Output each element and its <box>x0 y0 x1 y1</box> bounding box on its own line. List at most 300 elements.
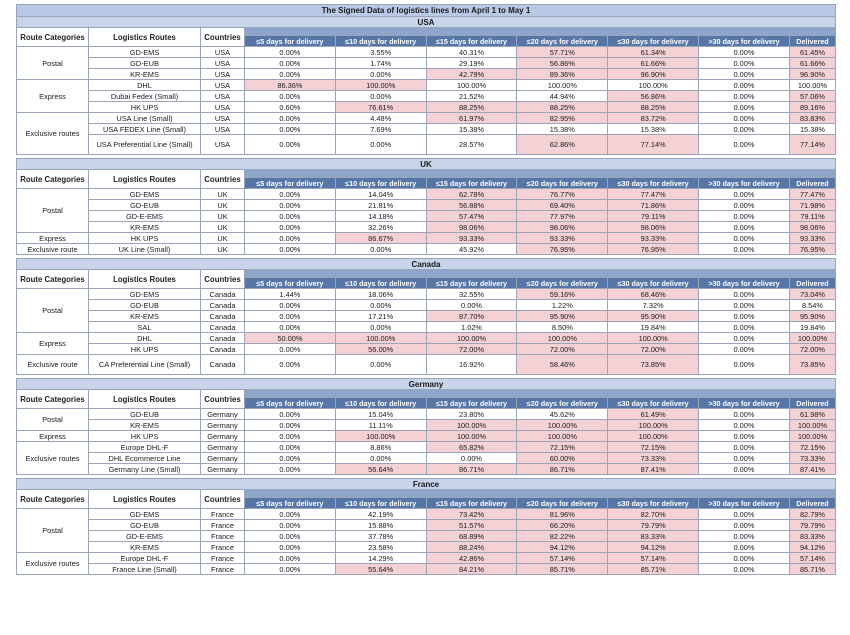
table-row <box>17 520 836 531</box>
value-cell-d30plus: 0.00% <box>699 355 790 375</box>
country-cell: France <box>201 531 245 542</box>
country-cell: Canada <box>201 333 245 344</box>
route-category: Exclusive routes <box>17 113 89 155</box>
value-cell-d30plus: 0.00% <box>699 311 790 322</box>
value-cell-d20: 66.20% <box>517 520 608 531</box>
value-cell-d30: 98.06% <box>608 222 699 233</box>
country-cell: USA <box>201 135 245 155</box>
value-cell-d15: 32.55% <box>426 289 517 300</box>
table-row <box>17 200 836 211</box>
value-cell-d30: 100.00% <box>608 431 699 442</box>
value-cell-d30plus: 0.00% <box>699 322 790 333</box>
logistics-route: KR-EMS <box>89 311 201 322</box>
value-cell-d30: 61.66% <box>608 58 699 69</box>
logistics-route: DHL <box>89 333 201 344</box>
logistics-route: USA Preferential Line (Small) <box>89 135 201 155</box>
value-cell-d30plus: 0.00% <box>699 211 790 222</box>
value-cell-delivered: 85.71% <box>789 564 835 575</box>
header-d30plus: >30 days for delivery <box>699 278 790 289</box>
value-cell-d20: 57.71% <box>517 47 608 58</box>
table-row <box>17 135 836 155</box>
country-cell: USA <box>201 69 245 80</box>
header-row-top <box>17 490 836 498</box>
value-cell-d30plus: 0.00% <box>699 564 790 575</box>
value-cell-d15: 84.21% <box>426 564 517 575</box>
logistics-route: Europe DHL-F <box>89 442 201 453</box>
country-cell: Canada <box>201 322 245 333</box>
header-band <box>245 270 836 278</box>
value-cell-d20: 69.40% <box>517 200 608 211</box>
header-countries: Countries <box>201 170 245 189</box>
header-band <box>245 170 836 178</box>
header-row-top <box>17 270 836 278</box>
value-cell-delivered: 89.16% <box>789 102 835 113</box>
country-cell: UK <box>201 200 245 211</box>
value-cell-d30: 88.25% <box>608 102 699 113</box>
route-category: Postal <box>17 409 89 431</box>
value-cell-d20: 8.50% <box>517 322 608 333</box>
value-cell-d20: 89.36% <box>517 69 608 80</box>
country-cell: Canada <box>201 289 245 300</box>
logistics-route: KR-EMS <box>89 222 201 233</box>
value-cell-delivered: 100.00% <box>789 333 835 344</box>
value-cell-d30plus: 0.00% <box>699 244 790 255</box>
header-d10: ≤10 days for delivery <box>335 498 426 509</box>
value-cell-d10: 0.00% <box>335 300 426 311</box>
value-cell-d15: 57.47% <box>426 211 517 222</box>
table-row <box>17 211 836 222</box>
value-cell-d20: 72.00% <box>517 344 608 355</box>
value-cell-d15: 0.00% <box>426 453 517 464</box>
value-cell-d30: 100.00% <box>608 333 699 344</box>
country-cell: USA <box>201 102 245 113</box>
header-delivered: Delivered <box>789 36 835 47</box>
value-cell-delivered: 57.14% <box>789 553 835 564</box>
value-cell-delivered: 87.41% <box>789 464 835 475</box>
header-row-top <box>17 28 836 36</box>
value-cell-d30plus: 0.00% <box>699 442 790 453</box>
value-cell-d20: 76.95% <box>517 244 608 255</box>
route-category: Exclusive route <box>17 355 89 375</box>
country-name: Germany <box>17 379 836 390</box>
table-row <box>17 124 836 135</box>
country-header-row <box>17 379 836 390</box>
value-cell-delivered: 83.83% <box>789 113 835 124</box>
value-cell-d20: 85.71% <box>517 564 608 575</box>
header-delivered: Delivered <box>789 278 835 289</box>
table-title: The Signed Data of logistics lines from April 1 to May 1 <box>17 5 836 17</box>
route-category: Express <box>17 80 89 113</box>
header-logistics-routes: Logistics Routes <box>89 270 201 289</box>
value-cell-d20: 45.62% <box>517 409 608 420</box>
value-cell-d30plus: 0.00% <box>699 69 790 80</box>
logistics-route: HK UPS <box>89 431 201 442</box>
value-cell-d5: 0.00% <box>245 564 336 575</box>
header-route-categories: Route Categories <box>17 490 89 509</box>
country-cell: UK <box>201 189 245 200</box>
value-cell-delivered: 95.90% <box>789 311 835 322</box>
value-cell-d15: 28.57% <box>426 135 517 155</box>
value-cell-d30plus: 0.00% <box>699 464 790 475</box>
country-header-row <box>17 479 836 490</box>
value-cell-delivered: 77.14% <box>789 135 835 155</box>
value-cell-d30plus: 0.00% <box>699 344 790 355</box>
value-cell-d30: 15.38% <box>608 124 699 135</box>
header-row-top <box>17 390 836 398</box>
header-d30: ≤30 days for delivery <box>608 178 699 189</box>
value-cell-d15: 62.78% <box>426 189 517 200</box>
header-d10: ≤10 days for delivery <box>335 398 426 409</box>
value-cell-d30: 83.33% <box>608 531 699 542</box>
value-cell-d30: 79.79% <box>608 520 699 531</box>
value-cell-d30: 95.90% <box>608 311 699 322</box>
value-cell-d20: 15.38% <box>517 124 608 135</box>
header-d30plus: >30 days for delivery <box>699 178 790 189</box>
value-cell-delivered: 100.00% <box>789 420 835 431</box>
value-cell-d15: 51.57% <box>426 520 517 531</box>
value-cell-delivered: 73.04% <box>789 289 835 300</box>
value-cell-d10: 0.00% <box>335 322 426 333</box>
value-cell-delivered: 61.98% <box>789 409 835 420</box>
logistics-route: CA Preferential Line (Small) <box>89 355 201 375</box>
table-row <box>17 222 836 233</box>
value-cell-d30plus: 0.00% <box>699 431 790 442</box>
value-cell-d15: 42.86% <box>426 553 517 564</box>
value-cell-d5: 0.00% <box>245 91 336 102</box>
value-cell-d10: 56.64% <box>335 464 426 475</box>
value-cell-d20: 82.95% <box>517 113 608 124</box>
header-delivered: Delivered <box>789 398 835 409</box>
value-cell-d10: 100.00% <box>335 333 426 344</box>
header-d20: ≤20 days for delivery <box>517 36 608 47</box>
value-cell-d15: 93.33% <box>426 233 517 244</box>
header-band <box>245 390 836 398</box>
value-cell-d5: 0.00% <box>245 311 336 322</box>
table-row <box>17 300 836 311</box>
logistics-route: USA FEDEX Line (Small) <box>89 124 201 135</box>
value-cell-d10: 1.74% <box>335 58 426 69</box>
country-cell: USA <box>201 80 245 91</box>
country-cell: UK <box>201 233 245 244</box>
value-cell-d30: 100.00% <box>608 80 699 91</box>
logistics-route: France Line (Small) <box>89 564 201 575</box>
country-cell: Canada <box>201 355 245 375</box>
value-cell-d20: 86.71% <box>517 464 608 475</box>
country-cell: UK <box>201 211 245 222</box>
country-cell: USA <box>201 124 245 135</box>
table-row <box>17 564 836 575</box>
value-cell-d5: 0.00% <box>245 200 336 211</box>
value-cell-d10: 15.88% <box>335 520 426 531</box>
logistics-route: HK UPS <box>89 233 201 244</box>
value-cell-d15: 68.89% <box>426 531 517 542</box>
country-cell: Canada <box>201 300 245 311</box>
value-cell-delivered: 82.79% <box>789 509 835 520</box>
header-row-top <box>17 170 836 178</box>
value-cell-delivered: 8.54% <box>789 300 835 311</box>
value-cell-d15: 23.80% <box>426 409 517 420</box>
header-d30plus: >30 days for delivery <box>699 398 790 409</box>
value-cell-d5: 0.00% <box>245 244 336 255</box>
value-cell-d30: 56.86% <box>608 91 699 102</box>
value-cell-delivered: 15.38% <box>789 124 835 135</box>
title-row <box>17 5 836 17</box>
value-cell-d15: 86.71% <box>426 464 517 475</box>
value-cell-d30plus: 0.00% <box>699 58 790 69</box>
value-cell-d30plus: 0.00% <box>699 333 790 344</box>
value-cell-d20: 100.00% <box>517 333 608 344</box>
logistics-route: DHL Ecommerce Line <box>89 453 201 464</box>
value-cell-d5: 0.60% <box>245 102 336 113</box>
value-cell-d30: 100.00% <box>608 420 699 431</box>
country-cell: France <box>201 509 245 520</box>
header-countries: Countries <box>201 490 245 509</box>
value-cell-delivered: 96.90% <box>789 69 835 80</box>
value-cell-d10: 100.00% <box>335 431 426 442</box>
value-cell-d20: 94.12% <box>517 542 608 553</box>
logistics-route: USA Line (Small) <box>89 113 201 124</box>
value-cell-d10: 0.00% <box>335 69 426 80</box>
value-cell-d10: 76.61% <box>335 102 426 113</box>
value-cell-d20: 82.22% <box>517 531 608 542</box>
table-row <box>17 91 836 102</box>
value-cell-d10: 8.86% <box>335 442 426 453</box>
value-cell-d15: 100.00% <box>426 80 517 91</box>
value-cell-d30: 68.46% <box>608 289 699 300</box>
value-cell-d10: 23.58% <box>335 542 426 553</box>
table-row <box>17 113 836 124</box>
header-logistics-routes: Logistics Routes <box>89 28 201 47</box>
table-row <box>17 409 836 420</box>
value-cell-d30plus: 0.00% <box>699 420 790 431</box>
country-cell: Germany <box>201 442 245 453</box>
header-band <box>245 28 836 36</box>
header-d30: ≤30 days for delivery <box>608 36 699 47</box>
value-cell-d30plus: 0.00% <box>699 233 790 244</box>
value-cell-d5: 0.00% <box>245 464 336 475</box>
value-cell-delivered: 98.06% <box>789 222 835 233</box>
logistics-route: Europe DHL-F <box>89 553 201 564</box>
value-cell-d5: 0.00% <box>245 47 336 58</box>
value-cell-delivered: 73.33% <box>789 453 835 464</box>
value-cell-d30plus: 0.00% <box>699 189 790 200</box>
value-cell-d5: 0.00% <box>245 135 336 155</box>
value-cell-d20: 56.86% <box>517 58 608 69</box>
value-cell-d5: 0.00% <box>245 211 336 222</box>
route-category: Express <box>17 333 89 355</box>
value-cell-d15: 87.70% <box>426 311 517 322</box>
header-d20: ≤20 days for delivery <box>517 498 608 509</box>
header-d30: ≤30 days for delivery <box>608 278 699 289</box>
logistics-route: HK UPS <box>89 344 201 355</box>
table-row <box>17 233 836 244</box>
value-cell-d15: 100.00% <box>426 431 517 442</box>
value-cell-d30: 79.11% <box>608 211 699 222</box>
value-cell-d5: 0.00% <box>245 58 336 69</box>
value-cell-d30plus: 0.00% <box>699 200 790 211</box>
value-cell-delivered: 71.98% <box>789 200 835 211</box>
value-cell-d30: 72.00% <box>608 344 699 355</box>
value-cell-d10: 18.06% <box>335 289 426 300</box>
value-cell-d30plus: 0.00% <box>699 289 790 300</box>
header-d15: ≤15 days for delivery <box>426 278 517 289</box>
value-cell-d30plus: 0.00% <box>699 409 790 420</box>
header-countries: Countries <box>201 390 245 409</box>
value-cell-delivered: 79.11% <box>789 211 835 222</box>
value-cell-d5: 0.00% <box>245 431 336 442</box>
value-cell-d10: 14.29% <box>335 553 426 564</box>
value-cell-d5: 0.00% <box>245 520 336 531</box>
route-category: Express <box>17 431 89 442</box>
value-cell-d20: 59.16% <box>517 289 608 300</box>
value-cell-d5: 0.00% <box>245 233 336 244</box>
value-cell-d20: 62.86% <box>517 135 608 155</box>
value-cell-delivered: 100.00% <box>789 431 835 442</box>
logistics-route: Dubai Fedex (Small) <box>89 91 201 102</box>
header-d10: ≤10 days for delivery <box>335 178 426 189</box>
route-category: Exclusive routes <box>17 442 89 475</box>
value-cell-d30plus: 0.00% <box>699 222 790 233</box>
logistics-route: GD-EUB <box>89 520 201 531</box>
value-cell-d5: 0.00% <box>245 69 336 80</box>
value-cell-d30: 61.34% <box>608 47 699 58</box>
value-cell-d30: 94.12% <box>608 542 699 553</box>
country-cell: France <box>201 564 245 575</box>
header-d5: ≤5 days for delivery <box>245 36 336 47</box>
value-cell-d30plus: 0.00% <box>699 531 790 542</box>
logistics-route: Germany Line (Small) <box>89 464 201 475</box>
value-cell-d15: 29.19% <box>426 58 517 69</box>
value-cell-d30plus: 0.00% <box>699 542 790 553</box>
value-cell-d30plus: 0.00% <box>699 91 790 102</box>
value-cell-d15: 98.06% <box>426 222 517 233</box>
value-cell-delivered: 100.00% <box>789 80 835 91</box>
header-d10: ≤10 days for delivery <box>335 278 426 289</box>
value-cell-d5: 0.00% <box>245 124 336 135</box>
value-cell-d10: 17.21% <box>335 311 426 322</box>
logistics-route: GD-EUB <box>89 58 201 69</box>
header-d5: ≤5 days for delivery <box>245 398 336 409</box>
value-cell-d15: 100.00% <box>426 333 517 344</box>
table-row <box>17 453 836 464</box>
value-cell-delivered: 83.33% <box>789 531 835 542</box>
value-cell-d20: 72.15% <box>517 442 608 453</box>
value-cell-d30plus: 0.00% <box>699 135 790 155</box>
value-cell-d10: 37.78% <box>335 531 426 542</box>
table-row <box>17 442 836 453</box>
route-category: Exclusive route <box>17 244 89 255</box>
header-delivered: Delivered <box>789 178 835 189</box>
value-cell-d20: 77.97% <box>517 211 608 222</box>
value-cell-d5: 0.00% <box>245 453 336 464</box>
table-row <box>17 509 836 520</box>
country-cell: USA <box>201 58 245 69</box>
value-cell-delivered: 19.84% <box>789 322 835 333</box>
header-logistics-routes: Logistics Routes <box>89 390 201 409</box>
table-row <box>17 311 836 322</box>
value-cell-d10: 7.69% <box>335 124 426 135</box>
logistics-route: UK Line (Small) <box>89 244 201 255</box>
route-category: Postal <box>17 189 89 233</box>
header-route-categories: Route Categories <box>17 28 89 47</box>
header-d5: ≤5 days for delivery <box>245 498 336 509</box>
value-cell-delivered: 76.95% <box>789 244 835 255</box>
value-cell-d15: 15.38% <box>426 124 517 135</box>
value-cell-d10: 0.00% <box>335 135 426 155</box>
route-category: Postal <box>17 47 89 80</box>
country-name: Canada <box>17 259 836 270</box>
value-cell-d5: 0.00% <box>245 531 336 542</box>
table-row <box>17 431 836 442</box>
table-row <box>17 189 836 200</box>
value-cell-d5: 0.00% <box>245 409 336 420</box>
country-cell: Germany <box>201 453 245 464</box>
value-cell-d30: 19.84% <box>608 322 699 333</box>
value-cell-d15: 72.00% <box>426 344 517 355</box>
country-cell: Germany <box>201 409 245 420</box>
value-cell-delivered: 72.00% <box>789 344 835 355</box>
value-cell-d30: 71.86% <box>608 200 699 211</box>
value-cell-d20: 1.22% <box>517 300 608 311</box>
value-cell-d15: 88.25% <box>426 102 517 113</box>
value-cell-d30: 87.41% <box>608 464 699 475</box>
value-cell-d10: 0.00% <box>335 453 426 464</box>
value-cell-d5: 0.00% <box>245 189 336 200</box>
logistics-route: KR-EMS <box>89 69 201 80</box>
value-cell-d30plus: 0.00% <box>699 80 790 91</box>
header-route-categories: Route Categories <box>17 170 89 189</box>
table-row <box>17 553 836 564</box>
logistics-route: GD-E-EMS <box>89 531 201 542</box>
value-cell-d30plus: 0.00% <box>699 520 790 531</box>
value-cell-d10: 14.04% <box>335 189 426 200</box>
table-row <box>17 464 836 475</box>
value-cell-d30: 77.14% <box>608 135 699 155</box>
value-cell-d5: 0.00% <box>245 420 336 431</box>
value-cell-d30plus: 0.00% <box>699 553 790 564</box>
value-cell-d20: 93.33% <box>517 233 608 244</box>
country-header-row <box>17 17 836 28</box>
route-category: Express <box>17 233 89 244</box>
value-cell-d30: 7.32% <box>608 300 699 311</box>
value-cell-d30: 85.71% <box>608 564 699 575</box>
header-d20: ≤20 days for delivery <box>517 278 608 289</box>
table-row <box>17 531 836 542</box>
value-cell-d10: 14.18% <box>335 211 426 222</box>
value-cell-d15: 61.97% <box>426 113 517 124</box>
country-cell: France <box>201 542 245 553</box>
value-cell-d20: 60.00% <box>517 453 608 464</box>
value-cell-d15: 100.00% <box>426 420 517 431</box>
header-d15: ≤15 days for delivery <box>426 498 517 509</box>
country-cell: Canada <box>201 311 245 322</box>
country-cell: France <box>201 553 245 564</box>
value-cell-d20: 100.00% <box>517 420 608 431</box>
value-cell-d15: 88.24% <box>426 542 517 553</box>
header-band <box>245 490 836 498</box>
logistics-route: GD-EUB <box>89 200 201 211</box>
logistics-route: GD-EUB <box>89 409 201 420</box>
header-logistics-routes: Logistics Routes <box>89 490 201 509</box>
value-cell-d5: 0.00% <box>245 542 336 553</box>
value-cell-d30plus: 0.00% <box>699 124 790 135</box>
value-cell-d30plus: 0.00% <box>699 102 790 113</box>
value-cell-d30plus: 0.00% <box>699 113 790 124</box>
value-cell-d5: 0.00% <box>245 322 336 333</box>
logistics-route: KR-EMS <box>89 420 201 431</box>
header-route-categories: Route Categories <box>17 390 89 409</box>
logistics-route: GD-EUB <box>89 300 201 311</box>
